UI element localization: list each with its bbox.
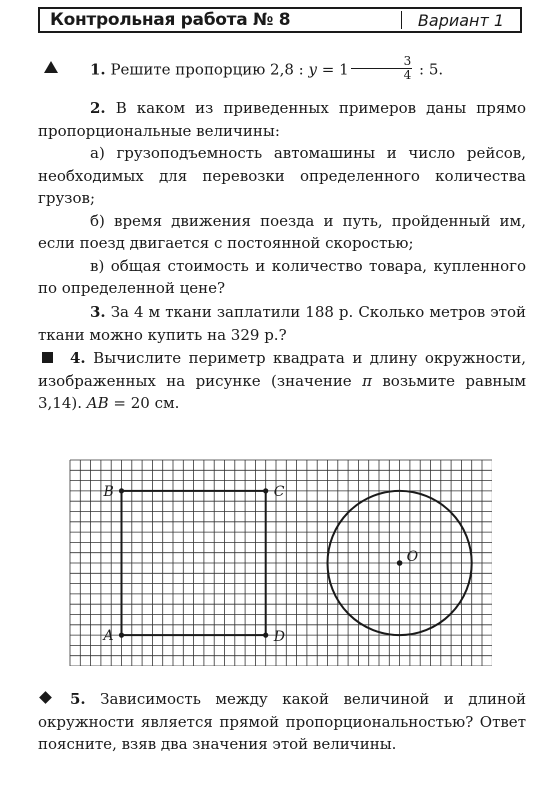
label-a: A [103,628,114,645]
question-5-number: 5. [70,690,86,708]
question-2-option-b: б) время движения поезда и путь, пройденный им, если поезд двигается с постоянной скоростью; [38,211,526,252]
question-2 [38,97,526,300]
label-c: C [273,483,285,500]
grid-figure [68,458,492,666]
header-title: Контрольная работа № 8 [50,10,291,30]
question-1-tail: : 5. [414,60,444,79]
point-o [397,560,403,566]
question-3-text: За 4 м ткани заплатили 188 р. Сколько метров этой ткани можно купить на 329 р.? [38,303,526,344]
question-1-number: 1. [90,60,106,79]
point-a [119,633,124,638]
mixed-fraction [351,55,413,82]
question-4-text-c: = 20 см. [108,394,180,412]
header-variant: Вариант 1 [417,10,505,30]
question-1-text: Решите пропорцию 2,8 : [110,60,309,79]
question-1 [38,54,526,84]
question-5-text: Зависимость между какой величиной и длиной окружности является прямой пропорциональностью? Ответ поясните, взяв два значения этой величины. [38,690,526,753]
segment-ab: AB [86,394,109,412]
question-1-var: y [308,60,317,79]
question-2-option-a: а) грузоподъемность автомашины и число рейсов, необходимых для перевозки определенного количества грузов; [38,144,526,207]
question-1-eq: = 1 [316,60,349,79]
question-4-number: 4. [70,349,86,367]
question-4 [38,347,526,415]
label-d: D [273,629,285,646]
question-3-number: 3. [90,303,106,321]
label-o: O [406,549,419,565]
point-d [263,633,268,638]
question-5 [38,688,526,756]
question-4-text-a: Вычислите периметр квадрата и длину окружности, изображенных на рисунке (значение [38,349,526,390]
square-marker-icon [42,352,53,363]
question-4-text-b: возьмите равным 3,14). [38,371,526,412]
pi-symbol: π [362,371,372,390]
triangle-marker-icon [44,61,58,73]
diamond-marker-icon [39,691,52,704]
question-2-option-c: в) общая стоимость и количество товара, купленного по определенной цене? [38,256,526,297]
header-box [38,7,522,33]
question-3 [38,301,526,346]
point-b [119,488,124,493]
point-c [263,488,268,493]
question-2-number: 2. [90,99,106,117]
question-2-text: В каком из приведенных примеров даны прямо пропорциональные величины: [38,99,526,140]
fraction-numerator: 3 [351,55,413,69]
label-b: B [103,483,114,500]
fraction-denominator: 4 [403,68,412,82]
